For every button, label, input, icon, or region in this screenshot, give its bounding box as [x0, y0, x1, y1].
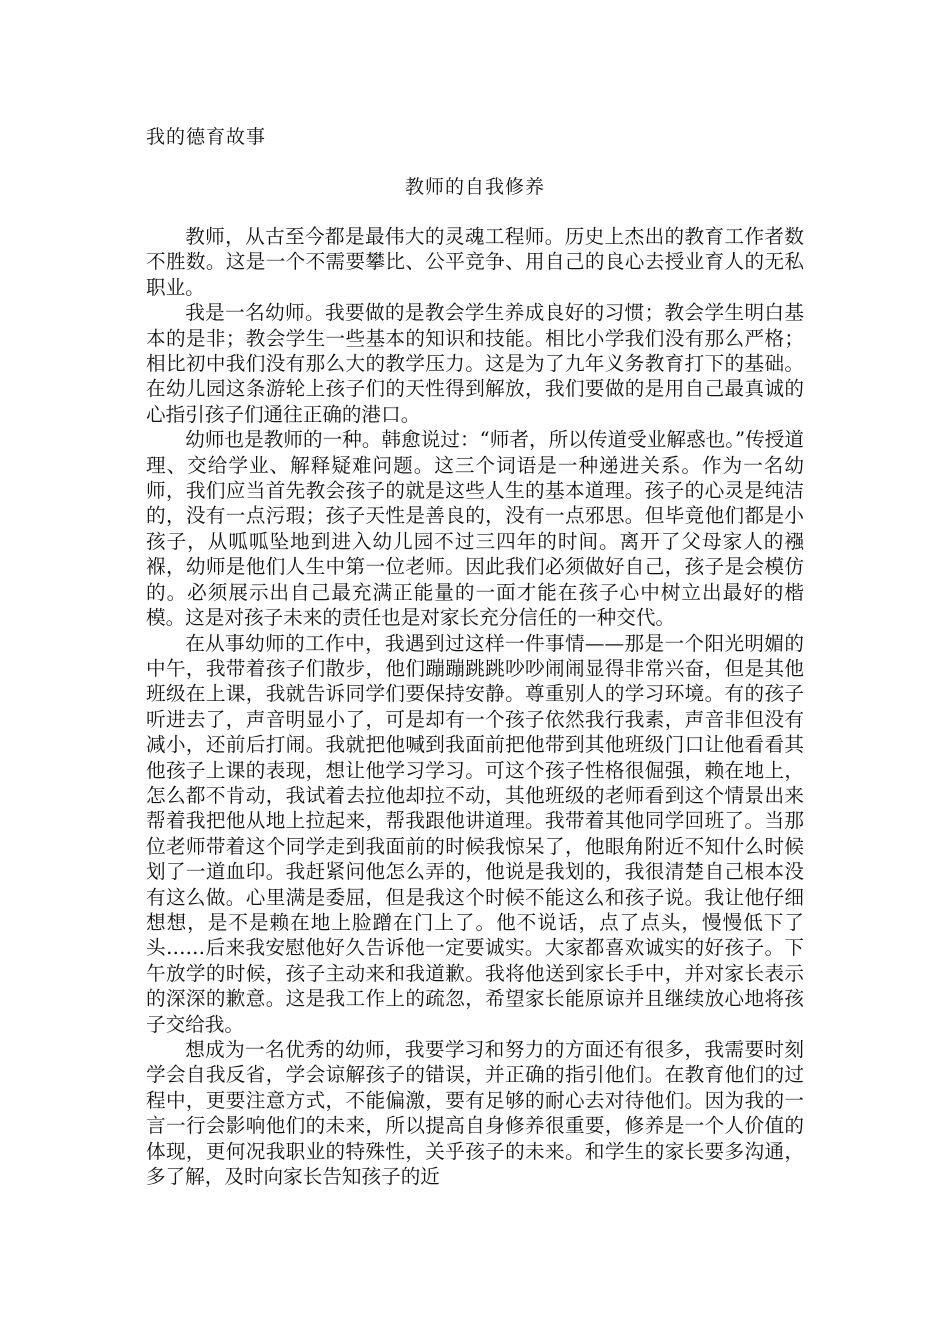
- paragraph-2: 我是一名幼师。我要做的是教会学生养成良好的习惯；教会学生明白基本的是非；教会学生一些基本的知识和技能。相比小学我们没有那么严格；相比初中我们没有那么大的教学压力。这是为了九年义务教育打下的基础。在幼儿园这条游轮上孩子们的天性得到解放，我们要做的是用自己最真诚的心指引孩子们通往正确的港口。: [146, 301, 804, 426]
- paragraph-3: 幼师也是教师的一种。韩愈说过：“师者，所以传道受业解惑也。”传授道理、交给学业、解释疑难问题。这三个词语是一种递进关系。作为一名幼师，我们应当首先教会孩子的就是这些人生的基本道理。孩子的心灵是纯洁的，没有一点污瑕；孩子天性是善良的，没有一点邪思。但毕竟他们都是小孩子，从呱呱坠地到进入幼儿园不过三四年的时间。离开了父母家人的襁褓，幼师是他们人生中第一位老师。因此我们必须做好自己，孩子是会模仿的。必须展示出自己最充满正能量的一面才能在孩子心中树立出最好的楷模。这是对孩子未来的责任也是对家长充分信任的一种交代。: [146, 428, 804, 630]
- article-title: 教师的自我修养: [404, 176, 545, 198]
- paragraph-1: 教师，从古至今都是最伟大的灵魂工程师。历史上杰出的教育工作者数不胜数。这是一个不需要攀比、公平竞争、用自己的良心去授业育人的无私职业。: [146, 225, 804, 299]
- article-body: [146, 224, 804, 1189]
- paragraph-5: 想成为一名优秀的幼师，我要学习和努力的方面还有很多，我需要时刻学会自我反省，学会谅解孩子的错误，并正确的指引他们。在教育他们的过程中，更要注意方式，不能偏激，要有足够的耐心去对待他们。因为我的一言一行会影响他们的未来，所以提高自身修养很重要，修养是一个人价值的体现，更何况我职业的特殊性，关乎孩子的未来。和学生的家长要多沟通，多了解，及时向家长告知孩子的近: [146, 1038, 804, 1189]
- document-heading: 我的德育故事: [146, 126, 267, 148]
- paragraph-4: 在从事幼师的工作中，我遇到过这样一件事情——那是一个阳光明媚的中午，我带着孩子们散步，他们蹦蹦跳跳吵吵闹闹显得非常兴奋，但是其他班级在上课，我就告诉同学们要保持安静。尊重别人的学习环境。有的孩子听进去了，声音明显小了，可是却有一个孩子依然我行我素，声音非但没有减小，还前后打闹。我就把他喊到我面前把他带到其他班级门口让他看看其他孩子上课的表现，想让他学习学习。可这个孩子性格很倔强，赖在地上，怎么都不肯动，我试着去拉他却拉不动，其他班级的老师看到这个情景出来帮着我把他从地上拉起来，帮我跟他讲道理。我带着其他同学回班了。当那位老师带着这个同学走到我面前的时候我惊呆了，他眼角附近不知什么时候划了一道血印。我赶紧问他怎么弄的，他说是我划的，我很清楚自己根本没有这么做。心里满是委屈，但是我这个时候不能这么和孩子说。我让他仔细想想，是不是赖在地上脸蹭在门上了。他不说话，点了点头，慢慢低下了头……后来我安慰他好久告诉他一定要诚实。大家都喜欢诚实的好孩子。下午放学的时候，孩子主动来和我道歉。我将他送到家长手中，并对家长表示的深深的歉意。这是我工作上的疏忽，希望家长能原谅并且继续放心地将孩子交给我。: [146, 631, 804, 1036]
